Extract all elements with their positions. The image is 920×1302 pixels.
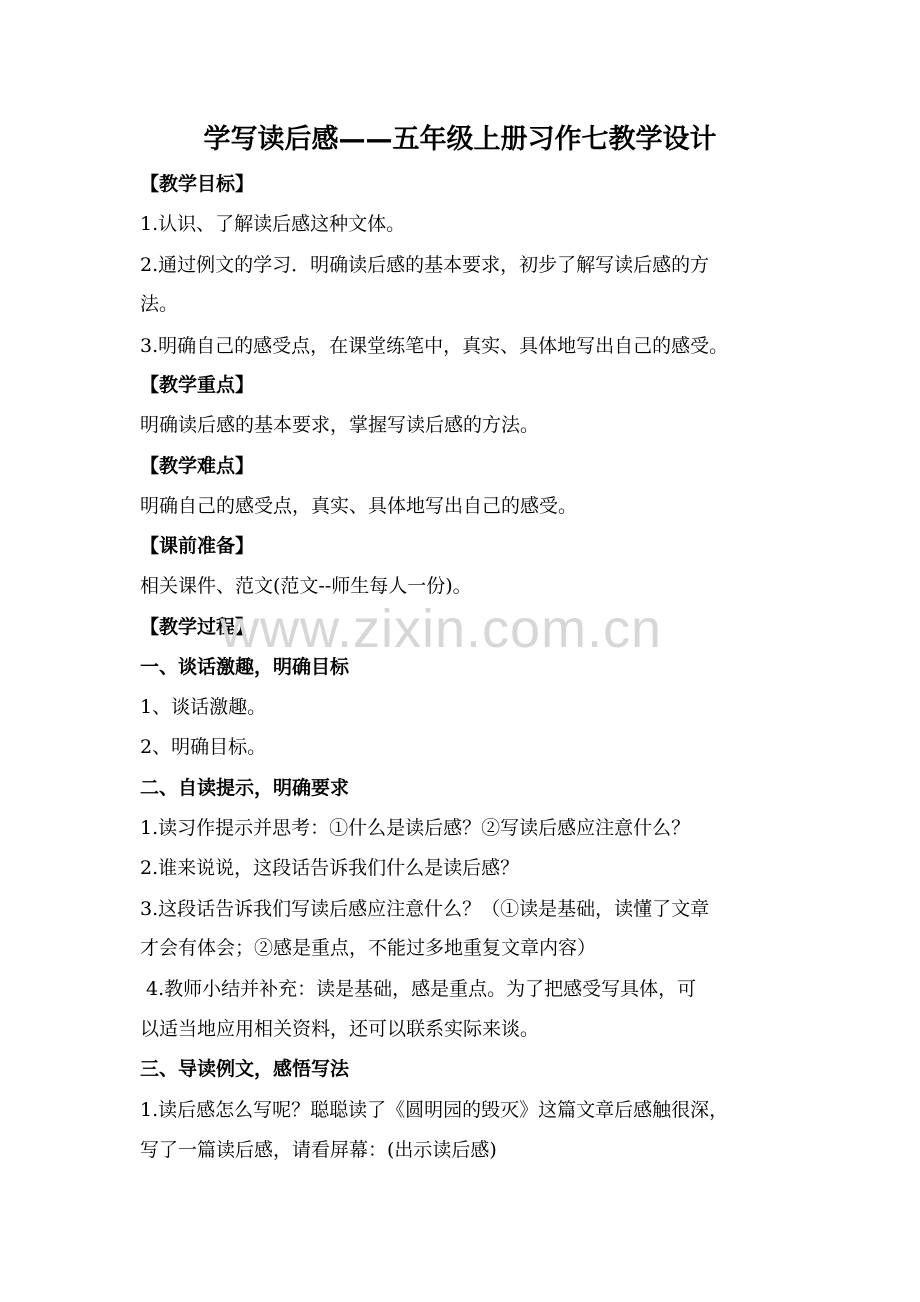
section-heading-preparation: 【课前准备】 xyxy=(140,535,255,557)
section-heading-process: 【教学过程】 xyxy=(140,616,255,638)
section-heading-difficulties: 【教学难点】 xyxy=(140,455,255,477)
step-2-item-4-continued: 以适当地应用相关资料，还可以联系实际来谈。 xyxy=(140,1018,540,1040)
step-heading-2: 二、自读提示，明确要求 xyxy=(140,777,350,799)
step-2-item-2: 2.谁来说说，这段话告诉我们什么是读后感？ xyxy=(140,857,520,879)
goal-item-3: 3.明确自己的感受点，在课堂练笔中，真实、具体地写出自己的感受。 xyxy=(140,335,729,357)
goal-item-2: 2.通过例文的学习．明确读后感的基本要求，初步了解写读后感的方 xyxy=(140,254,710,276)
watermark-text: www.zixin.com.cn xyxy=(220,599,663,659)
section-heading-key-points: 【教学重点】 xyxy=(140,374,255,396)
difficulties-text: 明确自己的感受点，真实、具体地写出自己的感受。 xyxy=(140,495,578,517)
goal-item-1: 1.认识、了解读后感这种文体。 xyxy=(140,213,406,235)
step-3-item-1-continued: 写了一篇读后感，请看屏幕：(出示读后感) xyxy=(140,1139,497,1161)
section-heading-goals: 【教学目标】 xyxy=(140,173,255,195)
step-2-item-3-continued: 才会有体会；②感是重点，不能过多地重复文章内容） xyxy=(140,937,597,959)
document-title: 学写读后感——五年级上册习作七教学设计 xyxy=(203,124,717,155)
step-1-item-1: 1、谈话激趣。 xyxy=(140,696,267,718)
step-heading-1: 一、谈话激趣，明确目标 xyxy=(140,656,350,678)
goal-item-2-continued: 法。 xyxy=(140,293,179,315)
preparation-text: 相关课件、范文(范文--师生每人一份)。 xyxy=(140,575,472,597)
step-1-item-2: 2、明确目标。 xyxy=(140,736,267,758)
step-3-item-1: 1.读后感怎么写呢？聪聪读了《圆明园的毁灭》这篇文章后感触很深， xyxy=(140,1099,729,1121)
step-2-item-3: 3.这段话告诉我们写读后感应注意什么？（①读是基础，读懂了文章 xyxy=(140,898,710,920)
step-heading-3: 三、导读例文，感悟写法 xyxy=(140,1058,350,1080)
key-points-text: 明确读后感的基本要求，掌握写读后感的方法。 xyxy=(140,414,540,436)
step-2-item-1: 1.读习作提示并思考：①什么是读后感？②写读后感应注意什么？ xyxy=(140,817,691,839)
step-2-item-4: 4.教师小结并补充：读是基础，感是重点。为了把感受写具体，可 xyxy=(140,978,697,1000)
